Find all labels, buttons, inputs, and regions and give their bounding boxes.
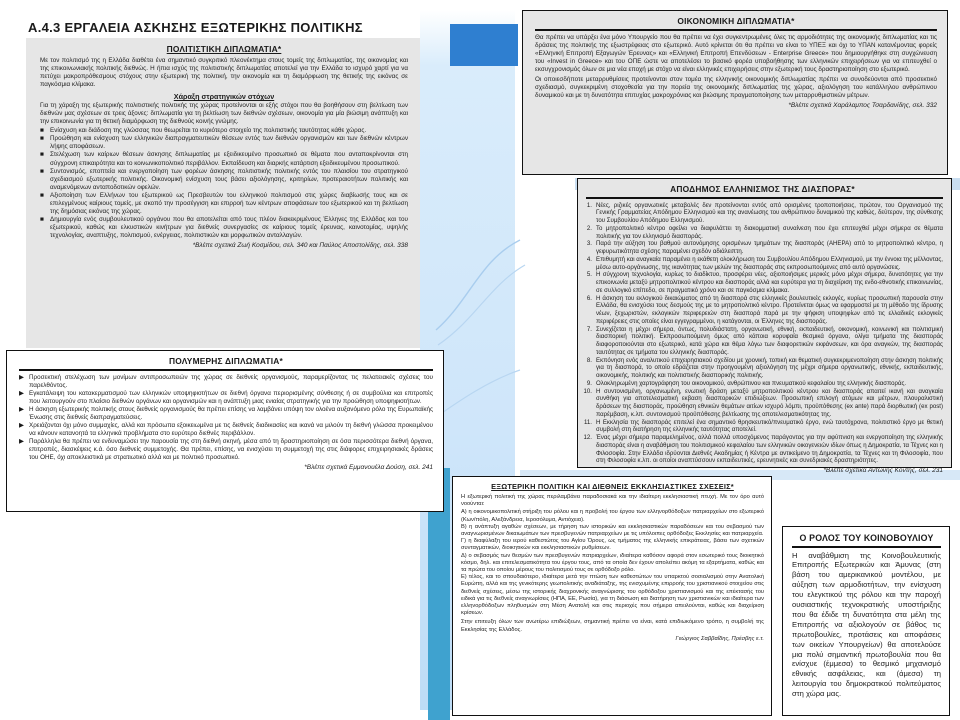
diaspora-item (582, 380, 943, 388)
multilateral-bullet (19, 422, 433, 438)
church-item: Α) η οικονομικοπολιτική στήριξη του ρόλου και η προβολή του έργου των ελληνορθόδοξων πατριαρχείων στο εξωτερικό (Κων/πόλη, Αλεξάνδρεια, Ιεροσόλυμα, Αντιόχεια). (461, 509, 764, 523)
square-bullet-icon: ■ (40, 215, 44, 223)
item-number: 6. (586, 294, 592, 302)
cultural-diplomacy-heading: ΠΟΛΙΤΙΣΤΙΚΗ ΔΙΠΛΩΜΑΤΙΑ* (166, 44, 282, 54)
church-reference: Γεώργιος Σαββαΐδης, Πρέσβης ε.τ. (675, 635, 764, 642)
triangle-bullet-icon: ▶ (19, 373, 24, 381)
multilateral-bullet-text: Εγκατάλειψη του κατακερματισμού των ελληνικών υποψηφιοτήτων σε διεθνή όργανα περιορισμένης σύνθεσης ή σε συμβούλια και επιτροπές που λειτουργούν στο πλαίσιο διεθνών οργάνων και οργανισμών και η ανάπτυξη μιας ενιαίας στρατηγικής για την προώθηση υποψηφιοτήτων. (29, 389, 433, 405)
square-bullet-icon: ■ (40, 167, 44, 175)
divider (586, 197, 943, 199)
diaspora-item (582, 388, 943, 419)
church-item: Β) η ανάπτυξη αγαθών σχέσεων, με τήρηση των ιστορικών και εκκλησιαστικών παραδόσεων και του σεβασμού των αναγνωρισμένων δικαιωμάτων των πρεσβυγενών πατριαρχείων με τις υπόλοιπες ορθόδοξες Εκκλησίες και πατριαρχεία. (461, 523, 764, 538)
diaspora-panel (577, 178, 952, 474)
item-number: 9. (586, 379, 592, 387)
item-number: 8. (586, 356, 592, 364)
cultural-bullet-text: Δημιουργία ενός συμβουλευτικού οργάνου που θα αποτελείται από τους πλέον διακεκριμένους Έλληνες της Ελλάδας και του εξωτερικού, καθώς και ελκυστικών κινήτρων για διεθνείς συνεργασίες σε καίριους τομείς έρευνας, καινοτομίας, υψηλής τεχνολογίας, αναπτυξης, πολιτισμού, ενέργειας, πολιτιστικών και μορφωτικών ανταλλαγών. (50, 215, 408, 239)
diaspora-item-text: Νέες, ριζικές οργανωτικές μεταβολές δεν προτείνονται εντός από ορισμένες τροποποιήσεις, πρώτον, του Οργανισμού της Γενικής Γραμματείας Απόδημου Ελληνισμού και της ανανέωσης του ανθρώπινου δυναμικού της καθώς, δεύτερον, της σύνθεσης του Συμβουλίου Απόδημου Ελληνισμού. (596, 201, 943, 224)
church-intro: Η εξωτερική πολιτική της χώρας περιλαμβάνει παραδοσιακά και την ιδιαίτερη εκκλησιαστική πτυχή. Με τον όρο αυτό νοούνται: (461, 494, 764, 508)
church-heading: ΕΞΩΤΕΡΙΚΗ ΠΟΛΙΤΙΚΗ ΚΑΙ ΔΙΕΘΝΕΙΣ ΕΚΚΛΗΣΙΑΣΤΙΚΕΣ ΣΧΕΣΕΙΣ* (491, 482, 734, 491)
diaspora-item (582, 419, 943, 435)
diaspora-item-text: Το μητροπολιτικό κέντρο οφείλει να διαφυλάττει τη διακομματική συναίνεση που έχει επιτευχθεί μέχρι σήμερα σε θέματα πολιτικής για τον ελληνισμό διασποράς. (596, 224, 943, 240)
diaspora-item (582, 434, 943, 465)
parliament-role-panel (782, 526, 950, 716)
cultural-bullet-text: Προώθηση και ενίσχυση των ελληνικών διαπραγματευτικών θέσεων εντός των διεθνών οργανισμών και των διεθνών κέντρων λήψης αποφάσεων. (50, 135, 408, 151)
multilateral-bullet (19, 390, 433, 406)
multilateral-bullet (19, 374, 433, 390)
cultural-para2-text: Για τη χάραξη της εξωτερικής πολιτιστικής πολιτικής της χώρας προτείνονται οι εξής στόχοι που θα βοηθήσουν στη βελτίωση των διεθνών μας σχέσεων σε τρεις άξονες: διπλωματία για τη βελτίωση των διεθνών σχέσεων, οικονομία για μία βιώσιμη ανάπτυξη και την επικοινωνία για τη θετική διαμόρφωση της διεθνούς κοινής γνώμης. (40, 102, 408, 126)
church-item: Γ) η διαφύλαξη του ιερού καθεστώτος του Αγίου Όρους, ως τμήματος της ελληνικής επικράτειας, βάσει των σχετικών συνταγματικών, διοικητικών και εκκλησιαστικών ρυθμίσεων. (461, 538, 764, 552)
diaspora-item (582, 295, 943, 326)
diaspora-item (582, 225, 943, 241)
cultural-intro-text: Με τον πολιτισμό της η Ελλάδα διαθέτει ένα σημαντικό συγκριτικό πλεονέκτημα στους τομείς της διπλωματίας, της οικονομίας και της επικοινωνιακής πολιτικής διεθνώς. Η ήπια ισχύς της πολιτιστικής διπλωματίας αποτελεί για την Ελλάδα το ισχυρό χαρτί για να πετύχει μακροπρόθεσμους στόχους στην εξωτερική της πολιτική, την οικονομία και τη διαμόρφωση της θετικής της εικόνας σε παγκόσμια κλίμακα. (40, 57, 408, 89)
diaspora-item-text: Συνεχίζεται η μέχρι σήμερα, όντως, πολυδιάστατη, οργανωτική, εθνική, εκπαιδευτική, οικονομική, κοινωνική και πολιτισμική διασπορική πολιτική. Εκπροσωπούμενη όμως από κάποια κορυφαία θεσμικά όργανα, ολίγα τμήματα της διασποράς διαφοροποιούνται στο εξωτερικό, κατά χώρα και θέμα λόγω των διαφορετικών εκφάνσεων, και όρα αναγκών, της διασποράς ταυτότητας σε τμήματα του ελληνικής διασποράς. (596, 325, 943, 356)
diaspora-reference: *Βλέπε σχετικά Αντώνης Κόντης, σελ. 231 (823, 467, 943, 474)
page-title: Α.4.3 ΕΡΓΑΛΕΙΑ ΑΣΚΗΣΗΣ ΕΞΩΤΕΡΙΚΗΣ ΠΟΛΙΤΙΚΗΣ (28, 20, 363, 35)
diaspora-item-text: Εκπόνηση ενός αναλυτικού επιχειρησιακού σχεδίου με χρονική, τοπική και θεματική συγκεκριμενοποίηση στην άσκηση πολιτικής για τη διασπορά, το οποίο εδράζεται στην προηγουμένη αξιολόγηση της μέχρι σήμερα οργανωτικής, εθνικής, εκπαιδευτικής, οικονομικής, πολιτικής και πολιτιστικής διασπορικής πολιτικής. (596, 356, 943, 379)
diaspora-item-text: Ένας μέχρι σήμερα παραμελημένος, αλλά πολλά υποσχόμενος παράγοντας για την αφύπνιση και ενεργοποίηση της ελληνικής διασποράς είναι η αναβάθμιση του πολιτισμικού κεφαλαίου των ελληνικών οικογενειών ιδίων όπως η Δημοκρατία, τα Τέχνες και η Φιλοσοφία. Στην Ελλάδα ιδρύονται Διεθνές Ακαδημίας ή Κέντρα με αντικείμενο τη Δημοκρατία, τα Τέχνες και τη Φιλοσοφία, που στη Φιλοσοφία κ.λπ. οι οποίοι αναπτύσσουν εκπαιδευτικές, ερευνητικές και συνεδριακές δραστηριότητες. (596, 434, 943, 465)
item-number: 1. (586, 201, 592, 209)
multilateral-bullet-text: Χρειάζονται όχι μόνο συμμαχίες, αλλά και πρόσωπα εξοικειωμένα με τις διεθνείς διαδικασίες και ικανά να μιλούν τη διεθνή γλώσσα προκειμένου να κάνουν κατανοητά τα ελληνικά προβλήματα στο ευρύτερο διεθνές περιβάλλον. (29, 421, 433, 437)
divider (535, 29, 937, 31)
diaspora-item-text: Η άσκηση του εκλογικού δικαιώματος από τη διασπορά στις ελληνικές βουλευτικές εκλογές, κυρίως προσωπική παρουσία στην Ελλάδα, θα ενισχύσει τους δεσμούς της με το μητροπολιτικό κέντρο. Προτείνεται όμως να εφαρμοστεί με τη μέθοδο της ίδρυσης νέων, ξεχωριστών, εκλογικών περιφερειών στη διασπορά παρά με την ψήφιση υποψηφίων από τις ελλαδικές εκλογικές περιφέρειες στις οποίες είναι εγγεγραμμένοι, η κατάγονται, οι Έλληνες της διασποράς. (596, 294, 943, 325)
diaspora-item-text: Παρά την αύξηση του βαθμού αυτονόμησης ορισμένων τμημάτων της διασποράς (AHEPA) από το μητροπολιτικό κέντρο, η γεφυρωτικότητα σχέσης παραμένει σχεδόν αδιάλειπτη. (596, 240, 943, 255)
triangle-bullet-icon: ▶ (19, 389, 24, 397)
church-item: Δ) ο σεβασμός των θεσμών των πρεσβυγενών πατριαρχείων, ιδιαίτερα καθόσον αφορά στον εσωτερικό τους διοικητικό κόσμο, δηλ. και επιτελεσματικότητα του έργου τους, από τα οποία δεν έχουν απολείπει ακόμη τα εξαρτήματα, καθώς και τα πρώτα του οποίου μέρους του πολιτισμού τους σε ορθόδοξο ρόλο. (461, 552, 764, 574)
item-number: 11. (583, 418, 592, 426)
diaspora-item (582, 271, 943, 294)
economic-diplomacy-panel (522, 10, 948, 175)
diaspora-item (582, 202, 943, 225)
diaspora-item (582, 357, 943, 380)
cultural-diplomacy-panel (26, 38, 420, 348)
economic-para1: Θα πρέπει να υπάρξει ένα μόνο Υπουργείο που θα πρέπει να έχει συγκεντρωμένες όλες τις αρμοδιότητες της οικονομικής διπλωματίας και τις δράσεις της πολιτικής της εξωστρέφειας στο εξωτερικό. Αυτό κρίνεται ότι θα πρέπει να είναι το ΥΠΕΞ και όχι το ΥΠΑΝ κατανέμοντας φορείς «Ελληνική Επιτροπή Εξαγωγών Έρευνας» και «Ελληνική Επιτροπή Επενδύσεων - Enterprise Greece» που δημιουργήθηκε στη συγχώνευση του «Invest in Greece» και του ΟΠΕ ώστε να αποτελέσει το βασικό φορέα υποβοήθησης των ελληνικών επιχειρήσεων για να επιτευχθεί ο εκσυγχρονισμός όλων σε μια νέα εποχή με στόχο να είναι ελληνικές επιχειρήσεις στην εξωτερική τους δραστηριοποίηση στο εξωτερικό. (535, 33, 937, 73)
square-bullet-icon: ■ (40, 191, 44, 199)
multilateral-bullet-text: Παράλληλα θα πρέπει να ενδυναμώσει την παρουσία της στη διεθνή σκηνή, μέσα από τη δραστηριοποίηση σε όσα περισσότερα διεθνή όργανα, επιτροπές, διασκέψεις κ.ά. όσο διεθνείς συμμετοχής. Θα πρέπει, επίσης, να ενισχύσει τη συμμετοχή της στις διάφορες επιχειρησιακές δράσεις του ΟΗΕ, όχι αποκλειστικά με στρατιωτικό αλλά και με πολιτικό προσωπικό. (29, 437, 433, 461)
cultural-bullet (40, 135, 408, 151)
cultural-subheading: Χάραξη στρατηγικών στόχων (173, 92, 275, 102)
diaspora-item-text: Επιθυμητή και αναγκαία παραμένει η εκάθετη ολοκλήρωση του Συμβουλίου Απόδημου Ελληνισμού, με την έννοια της μέλλοντας, μέσω αυτο-οργάνωσης, της ικανότητας των μελών της διασποράς στις εκπροσωπούμενες από αυτό οργανώσεις. (596, 255, 943, 271)
economic-heading: ΟΙΚΟΝΟΜΙΚΗ ΔΙΠΛΩΜΑΤΙΑ* (677, 16, 795, 26)
cultural-bullet (40, 168, 408, 192)
economic-reference: *Βλέπε σχετικά Χαράλαμπος Τσαρδανίδης, σελ. 332 (788, 101, 937, 109)
square-bullet-icon: ■ (40, 135, 44, 143)
multilateral-heading: ΠΟΛΥΜΕΡΗΣ ΔΙΠΛΩΜΑΤΙΑ* (169, 356, 283, 366)
multilateral-bullet-text: Η άσκηση εξωτερικής πολιτικής στους διεθνείς οργανισμούς θα πρέπει επίσης να λαμβάνει υπόψη τον ολοένα αυξανόμενο ρόλο της Ευρωπαϊκής Ένωσης στις διεθνείς διαπραγματεύσεις. (29, 405, 433, 421)
item-number: 10. (583, 387, 592, 395)
diaspora-item-text: Ολοκληρωμένη χαρτογράφηση του οικονομικού, ανθρώπινου και πνευματικού κεφαλαίου της ελληνικής διασποράς. (596, 379, 907, 387)
triangle-bullet-icon: ▶ (19, 421, 24, 429)
divider (19, 369, 433, 371)
church-outro: Στην επιτευξη όλων των ανωτέρω επιδιώξεων, σημαντική πρέπει να είναι, κατά επιδιωκόμενο τρόπο, η συμβολή της Εκκλησίας της Ελλάδος. (461, 619, 764, 633)
cultural-bullet (40, 151, 408, 167)
cultural-bullet (40, 192, 408, 216)
diaspora-item (582, 240, 943, 256)
multilateral-diplomacy-panel (6, 350, 444, 512)
church-item: Ε) τέλος, και το σπουδαιότερο, ιδιαίτερα μετά την πτώση των καθεστώτων του υπαρκτού σοσιαλισμού στην Ανατολική Ευρώπη, αλλά και της γενικότερης γεωπολιτικής αναδιάταξης, της ενισχυμένης επιρροής του χριστιανικού στοιχείου στις διεθνείς σχέσεις, μέσω της ιστορικής διαχρονικής αναγνώρισης του ορθόδοξου χριστιανισμού και της επέκτασής του ειδικά για τις διεθνείς αναγνωρίσεις (ΗΠΑ, ΕΕ, Ρωσία), για τη διάσωση και διατήρηση των χριστιανικών και ιδιαίτερα των ελληνορθόδοξων πληθυσμών στη Μέση Ανατολή και στις περιοχές που σήμερα απειλούνται, καθώς και διαχείριση κρίσεων. (461, 574, 764, 617)
diaspora-item-text: Η συντονισμένη, οργανωμένη, ενωτική δράση μεταξύ μητροπολιτικού κέντρου και διασποράς απαιτεί ικανή και αναγκαία συνθήκη για αποτελεσματική εκβαση διασπορικών επιδιώξεων. Προσωπική επιλογή ατόμων και μέτρων, πλουραλιστική δράσεων της διασποράς, προώθηση εθνικών θεμάτων αιτίων ισχυρό λόμπι, προϋπόθεσης (ex ante) παρά διορθωτική (ex post) παρέμβαση, κ.λπ. συντονισμού προϋπόθεσης βελτίωσης της αποτελεσματικότητας της. (596, 387, 943, 418)
item-number: 3. (586, 240, 592, 248)
square-bullet-icon: ■ (40, 127, 44, 135)
cultural-bullet (40, 216, 408, 240)
multilateral-bullet-text: Προσεκτική στελέχωση των μονίμων αντιπροσωπειών της χώρας σε διεθνείς οργανισμούς, παραμερίζοντας τις πελατειακές σχέσεις του παρελθόντος. (29, 373, 433, 389)
diaspora-item-text: Η Εκκλησία της διασποράς επιτελεί ένα σημαντικό θρησκευτικό/πνευματικό έργο, ενώ ταυτόχρονα, πολιτιστικό έργο με θετική συμβολή στη διατήρηση της ελληνικής ταυτότητας αποτελεί. (596, 418, 943, 434)
multilateral-bullet (19, 406, 433, 422)
square-bullet-icon: ■ (40, 151, 44, 159)
cultural-reference: *Βλέπε σχετικά Ζωή Κοσμίδου, σελ. 340 και Παύλος Αποστολίδης, σελ. 338 (192, 241, 408, 249)
economic-para2: Οι οποιεσδήποτε μεταρρυθμίσεις προτείνονται στον τομέα της ελληνικής οικονομικής διπλωματίας πρέπει να συνοδεύονται από προσεκτικό σχεδιασμό, συγκεκριμένη στοχοθεσία για την πορεία της οικονομικής διπλωματίας της χώρας, αξιολόγηση του κατάλληλου ανθρώπινου δυναμικού και με τη δυνατότητα επιτυχίας μακροχρόνιας και βιώσιμης πραγματοποίησης των μεταρρυθμιστικών μέτρων. (535, 75, 937, 99)
parliament-text: Η αναβάθμιση της Κοινοβουλευτικής Επιτροπής Εξωτερικών και Άμυνας (στη βάση του αμερικανικού μοντέλου, με αύξηση των αρμοδιοτήτων, την ενίσχυση του ελεγκτικού της ρόλου και την παροχή ουσιαστικής τεχνοκρατικής υποστήριξης που θα έδιδε τη δυνατότητα στα μέλη της Επιτροπής να αξιολογούν σε βάθος τις πρωτοβουλίες, προτάσεις και αποφάσεις των οικείων Υπουργείων) θα αποτελούσε μια πολύ σημαντική πρωτοβουλία που θα ενίσχυε (έμμεσα) το θεσμικό μηχανισμό εθνικής ασφάλειας, και (άμεσα) τη λειτουργία του δημοκρατικού πολιτεύματος στη χώρα μας. (792, 550, 941, 699)
item-number: 7. (586, 325, 592, 333)
cultural-bullet-text: Συντονισμός, εποπτεία και ενεργοποίηση των φορέων άσκησης πολιτιστικής πολιτικής εντός του πλαισίου του στρατηγικού σχεδιασμού εξωτερικής πολιτικής. Οικονομική ενίσχυση τους βάσει αξιολόγησης, κριτηρίων, προτεραιοτήτων πολιτικής και αναμενόμενων ανταποδοτικών οφελών. (50, 167, 408, 191)
multilateral-bullet (19, 438, 433, 462)
triangle-bullet-icon: ▶ (19, 405, 24, 413)
diaspora-heading: ΑΠΟΔΗΜΟΣ ΕΛΛΗΝΙΣΜΟΣ ΤΗΣ ΔΙΑΣΠΟΡΑΣ* (670, 184, 855, 194)
multilateral-reference: *Βλέπε σχετικά Εμμανουέλα Δούση, σελ. 241 (304, 464, 433, 472)
triangle-bullet-icon: ▶ (19, 437, 24, 445)
item-number: 4. (586, 255, 592, 263)
cultural-bullet-text: Στελέχωση των καίριων θέσεων άσκησης διπλωματίας με εξειδικευμένο προσωπικό σε θέματα που ανταποκρίνονται στη σύγχρονη επικαιρότητα και το κοινωνικοπολιτικό περιβάλλον. Εκπαίδευση και διαρκής κατάρτιση εξειδικευμένου προσωπικού. (50, 151, 408, 167)
diaspora-item (582, 326, 943, 357)
diaspora-item (582, 256, 943, 272)
item-number: 2. (586, 224, 592, 232)
cultural-bullet-text: Ενίσχυση και διάδοση της γλώσσας που θεωρείται το κυριότερο στοιχείο της πολιτιστικής ταυτότητας κάθε χώρας. (50, 127, 367, 135)
item-number: 12. (583, 434, 592, 441)
divider (792, 546, 941, 548)
church-relations-panel (452, 476, 772, 716)
diaspora-item-text: Η σύγχρονη τεχνολογία, κυρίως το διαδίκτυο, προσφέρει νέες, αξιοποιήσιμες μερικές μόνο μέχρι σήμερα, δυνατότητες για την επικοινωνία μεταξύ μητροπολιτικού κέντρου και διασποράς αλλά και ευρύτερα για τη διαχείριση της ενδο-εθνοτικής επικοινωνίας, σε συλλογικό επίπεδο, σε πραγματικό χρόνο και σε παγκόσμια κλίμακα. (596, 271, 943, 294)
decorative-blue-block (450, 24, 518, 66)
parliament-heading: Ο ΡΟΛΟΣ ΤΟΥ ΚΟΙΝΟΒΟΥΛΙΟΥ (799, 533, 934, 543)
cultural-bullet-text: Αξιοποίηση των Ελλήνων του εξωτερικού ως Πρεσβευτών του ελληνικού πολιτισμού στις χώρες διαβίωσής τους και σε επιλεγμένους καίριους τομείς, με σκοπό την προσέγγιση και επιρροή των κέντρων αποφάσεων του εξωτερικού και τη βελτίωση της δημόσιας εικόνας της χώρας. (50, 191, 408, 215)
item-number: 5. (586, 271, 592, 279)
